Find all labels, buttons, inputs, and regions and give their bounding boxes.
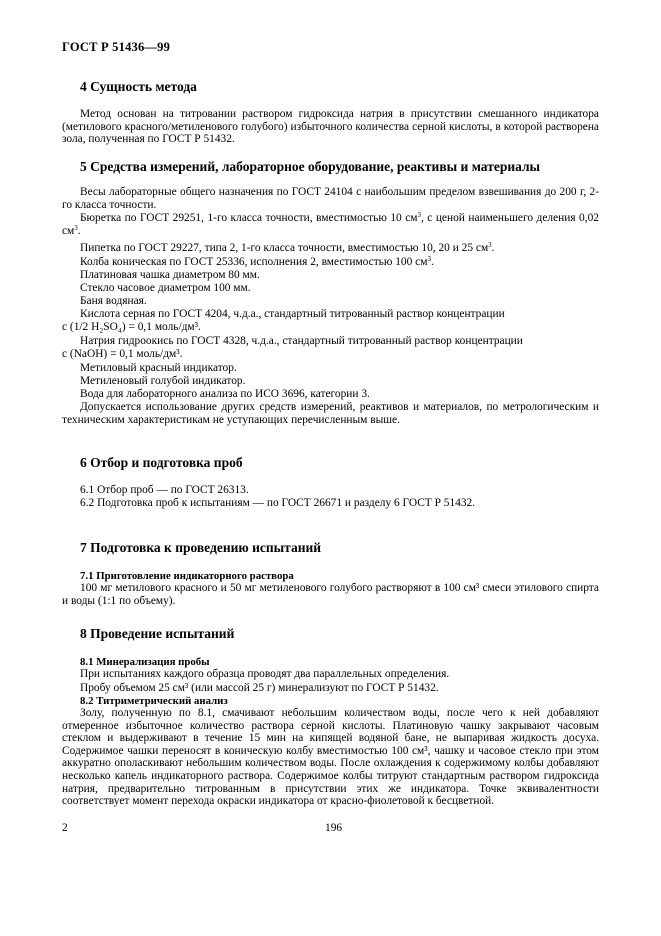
section-8-title: 8 Проведение испытаний — [80, 626, 235, 641]
section-6-title: 6 Отбор и подготовка проб — [80, 455, 243, 470]
section-8-p3: Золу, полученную по 8.1, смачивают небольшим количеством воды, после чего к ней добавляют отмеренное избыточное количество раствора серной кислоты. Платиновую чашку закрывают часовым стеклом и выдерживают в течение 15 мин на кипящей водяной бане, не выпаривая жидкость досуха. Содержимое чашки переносят в коническую колбу вместимостью 100 см³, чашку и часовое стекло при этом аккуратно ополаскивают небольшим количеством воды. После охлаждения к содержимому колбы добавляют несколько капель индикаторного раствора. Содержимое колбы титруют стандартным раствором гидроксида натрия, предварительно титрованным в присутствии этих же индикатора. Точке эквивалентности соответствует момент перехода окраски индикатора от красно-фиолетовой к бесцветной. — [62, 707, 599, 808]
section-5-p11: Метиленовый голубой индикатор. — [80, 375, 246, 387]
section-5-p7: Баня водяная. — [80, 295, 147, 307]
section-5-p3: Пипетка по ГОСТ 29227, типа 2, 1-го класса точности, вместимостью 10, 20 и 25 $см^3$. — [80, 241, 495, 254]
section-7-text: 100 мг метилового красного и 50 мг метиленового голубого растворяют в 100 см³ смеси этилового спирта и воды (1:1 по объему). — [62, 582, 599, 607]
section-5-p9: Натрия гидроокись по ГОСТ 4328, ч.д.а., стандартный титрованный раствор концентрации — [80, 335, 523, 347]
section-5-p12: Вода для лабораторного анализа по ИСО 3696, категории 3. — [80, 388, 370, 400]
section-8-subtitle-2: 8.2 Титриметрический анализ — [80, 695, 228, 707]
section-5-p8-formula: c (1/2 H₂SO₄) = 0,1 моль/дм³. — [62, 321, 201, 333]
section-5-p6: Стекло часовое диаметром 100 мм. — [80, 282, 251, 294]
section-5-p9-formula: c (NaOH) = 0,1 моль/дм³. — [62, 348, 183, 360]
section-5-p5: Платиновая чашка диаметром 80 мм. — [80, 269, 260, 281]
section-6-p1: 6.1 Отбор проб — по ГОСТ 26313. — [80, 484, 249, 496]
page-number-left: 2 — [62, 822, 68, 834]
section-8-p2: Пробу объемом 25 см³ (или массой 25 г) минерализуют по ГОСТ Р 51432. — [80, 682, 439, 694]
p2-part-a: Бюретка по ГОСТ 29251, 1-го класса точности, вместимостью 10 см — [80, 212, 418, 224]
p4-text: Колба коническая по ГОСТ 25336, исполнения 2, вместимостью 100 см — [80, 256, 428, 268]
section-5-p13: Допускается использование других средств измерений, реактивов и материалов, по метрологическим и техническим характеристикам не уступающих перечисленным выше. — [62, 401, 599, 426]
section-5-p2: Бюретка по ГОСТ 29251, 1-го класса точности, вместимостью 10 $см^3$, с ценой наименьшего деления 0,02 $см^3$. — [62, 211, 599, 237]
section-8-p1: При испытаниях каждого образца проводят два параллельных определения. — [80, 668, 450, 680]
section-5-p8: Кислота серная по ГОСТ 4204, ч.д.а., стандартный титрованный раствор концентрации — [80, 308, 505, 320]
section-5-p1: Весы лабораторные общего назначения по ГОСТ 24104 с наибольшим пределом взвешивания до 200 г, 2-го класса точности. — [62, 186, 599, 211]
section-8-subtitle-1: 8.1 Минерализация пробы — [80, 656, 210, 668]
section-5-title: 5 Средства измерений, лабораторное оборудование, реактивы и материалы — [80, 159, 541, 174]
section-4-text: Метод основан на титровании раствором гидроксида натрия в присутствии смешанного индикатора (метилового красного/метиленового голубого) избыточного количества серной кислоты, в которой растворена зола, полученная по ГОСТ Р 51432. — [62, 108, 599, 146]
section-5-p4: Колба коническая по ГОСТ 25336, исполнения 2, вместимостью 100 $см^3$. — [80, 255, 434, 268]
section-5-p10: Метиловый красный индикатор. — [80, 362, 237, 374]
section-7-subtitle: 7.1 Приготовление индикаторного раствора — [80, 570, 294, 582]
page-number-center: 196 — [325, 822, 343, 834]
section-6-p2: 6.2 Подготовка проб к испытаниям — по ГОСТ 26671 и разделу 6 ГОСТ Р 51432. — [80, 497, 476, 509]
section-7-title: 7 Подготовка к проведению испытаний — [80, 540, 322, 555]
p2-part-b: , с ценой наименьшего деления 0,02 см — [62, 212, 599, 237]
p3-text: Пипетка по ГОСТ 29227, типа 2, 1-го класса точности, вместимостью 10, 20 и 25 см — [80, 242, 489, 254]
section-4-title: 4 Сущность метода — [80, 79, 197, 94]
document-header: ГОСТ Р 51436—99 — [62, 40, 171, 54]
